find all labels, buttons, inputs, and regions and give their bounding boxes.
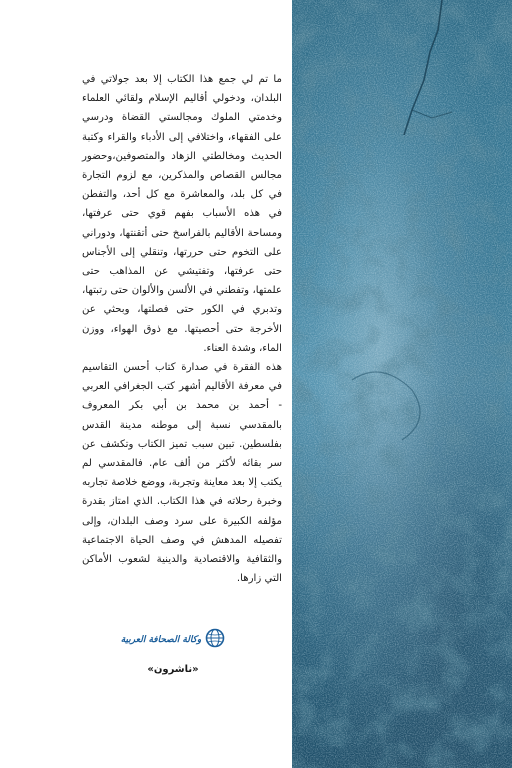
- globe-icon: [205, 628, 225, 652]
- publisher-name: وكالة الصحافة العربية: [120, 635, 202, 645]
- stone-texture: [292, 0, 512, 768]
- stone-texture-panel: [292, 0, 512, 768]
- publisher-tagline: «ناشرون»: [147, 664, 199, 675]
- publisher-logo-row: [118, 628, 228, 652]
- blurb-paragraph-1: ما تم لي جمع هذا الكتاب إلا بعد جولاتي في البلدان، ودخولي أقاليم الإسلام ولقائي العلماء وخدمتي الملوك ومجالستي القضاة ودرسي على الفقهاء، واختلافي إلى الأدباء والقراء وكتبة الحديث ومخالطتي الزهاد والمتصوفين،وحضور مجالس القصاص والمذكرين، مع لزوم التجارة في كل بلد، والمعاشرة مع كل أحد، والتفطن في هذه الأسباب بفهم قوي حتى عرفتها، ومساحة الأقاليم بالفراسخ حتى أتقنتها، ودوراني على التخوم حتى حررتها، وتنقلي إلى الأجناس حتى عرفتها، وتفتيشي عن المذاهب حتى علمتها، وتفطني في الألسن والألوان حتى رتبتها، وتدبري في الكور حتى فصلتها، وبحثي عن الأخرجة حتى أحصيتها. مع ذوق الهواء، ووزن الماء، وشدة العناء.: [82, 74, 282, 354]
- blurb-text: [82, 70, 282, 588]
- blurb-paragraph-2: هذه الفقرة في صدارة كتاب أحسن التقاسيم في معرفة الأقاليم أشهر كتب الجغرافي العربي - أحمد بن محمد بن أبي بكر المعروف بالمقدسي نسبة إلى موطنه مدينة القدس بفلسطين. تبين سبب تميز الكتاب وتكشف عن سر بقائه لأكثر من ألف عام. فالمقدسي لم يكتب إلا بعد معاينة وتجربة، ووضع خلاصة تجاربه وخبرة رحلاته في هذا الكتاب. الذي امتاز بقدرة مؤلفه الكبيرة على سرد وصف البلدان، وإلى تفصيله المدهش في وصف الحياة الاجتماعية والثقافية والاقتصادية والدينية لشعوب الأماكن التي زارها.: [82, 362, 282, 585]
- publisher-logo: [118, 628, 228, 688]
